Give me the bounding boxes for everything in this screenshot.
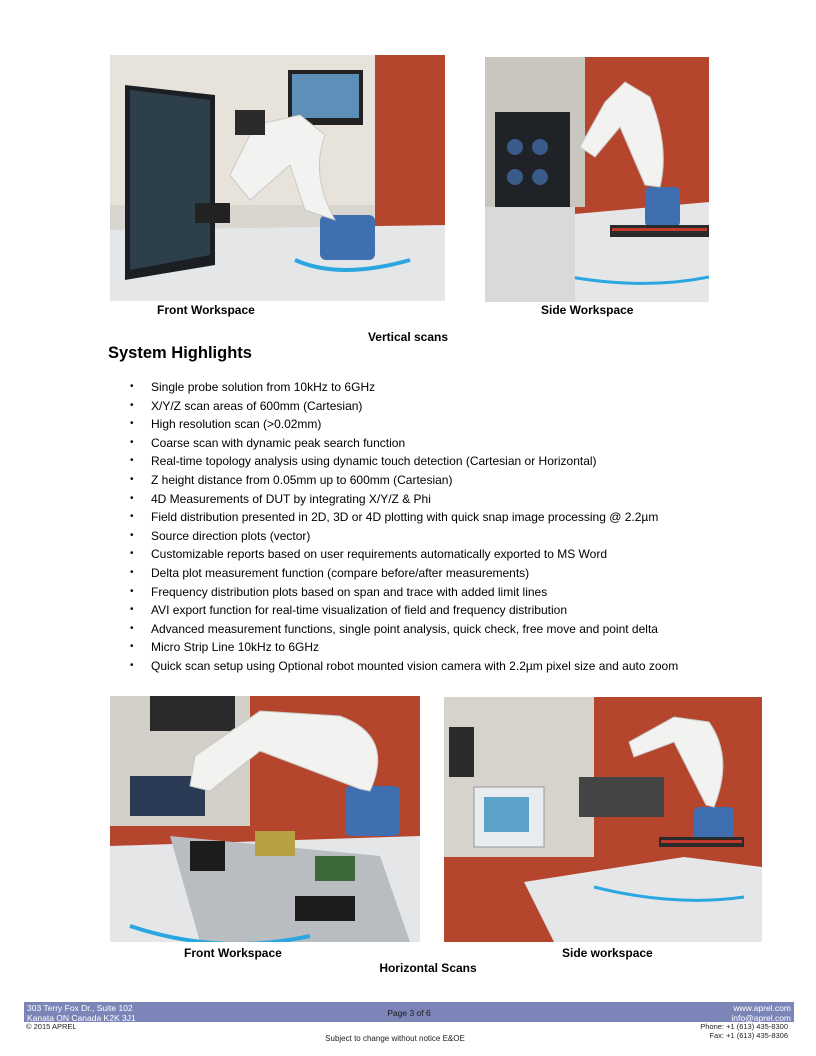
list-item: • Single probe solution from 10kHz to 6GHz (130, 380, 376, 394)
footer-bar (24, 1002, 794, 1022)
phone: Phone: +1 (613) 435-8300 (700, 1022, 788, 1031)
caption-bottom-right: Side workspace (562, 946, 653, 960)
fax: Fax: +1 (613) 435-8306 (709, 1031, 788, 1040)
highlights-list (130, 378, 750, 676)
email-link[interactable]: info@aprel.com (731, 1013, 791, 1023)
caption-bottom-left: Front Workspace (184, 946, 282, 960)
list-item: • Frequency distribution plots based on span and trace with added limit lines (130, 584, 548, 599)
list-item: • High resolution scan (>0.02mm) (130, 417, 322, 432)
list-item: • 4D Measurements of DUT by integrating X/Y/Z & Phi (130, 491, 431, 506)
list-item: • Real-time topology analysis using dynamic touch detection (Cartesian or Horizontal) (130, 454, 597, 469)
list-item: • Coarse scan with dynamic peak search function (130, 435, 406, 450)
list-item: • Delta plot measurement function (compare before/after measurements) (130, 565, 530, 580)
caption-horizontal-scans: Horizontal Scans (379, 961, 477, 975)
disclaimer: Subject to change without notice E&OE (325, 1034, 465, 1043)
copyright: © 2015 APREL (26, 1022, 77, 1031)
caption-vertical-scans: Vertical scans (367, 330, 449, 344)
website-link[interactable]: www.aprel.com (733, 1003, 791, 1013)
list-item: • Field distribution presented in 2D, 3D or 4D plotting with quick snap image processing @ 2.2µm (130, 510, 659, 525)
caption-top-left: Front Workspace (157, 303, 255, 317)
photo-front-workspace-vertical (110, 55, 445, 301)
list-item: • Quick scan setup using Optional robot mounted vision camera with 2.2µm pixel size and auto zoom (130, 658, 679, 673)
photo-side-workspace-vertical (485, 57, 709, 302)
footer-contact (731, 1003, 791, 1023)
list-item: • Micro Strip Line 10kHz to 6GHz (130, 640, 320, 655)
address-line-1: 303 Terry Fox Dr., Suite 102 (27, 1003, 133, 1013)
photo-front-workspace-horizontal (110, 696, 420, 942)
address-line-2: Kanata ON Canada K2K 3J1 (27, 1013, 136, 1023)
list-item: • AVI export function for real-time visualization of field and frequency distribution (130, 603, 567, 618)
list-item: • X/Y/Z scan areas of 600mm (Cartesian) (130, 398, 363, 413)
caption-top-right: Side Workspace (541, 303, 634, 317)
list-item: • Customizable reports based on user requirements automatically exported to MS Word (130, 547, 607, 562)
list-item: • Z height distance from 0.05mm up to 600mm (Cartesian) (130, 472, 453, 487)
section-title: System Highlights (108, 344, 252, 362)
page-number: Page 3 of 6 (387, 1008, 431, 1018)
photo-side-workspace-horizontal (444, 697, 762, 942)
list-item: • Advanced measurement functions, single point analysis, quick check, free move and point delta (130, 621, 658, 636)
list-item: • Source direction plots (vector) (130, 528, 311, 543)
